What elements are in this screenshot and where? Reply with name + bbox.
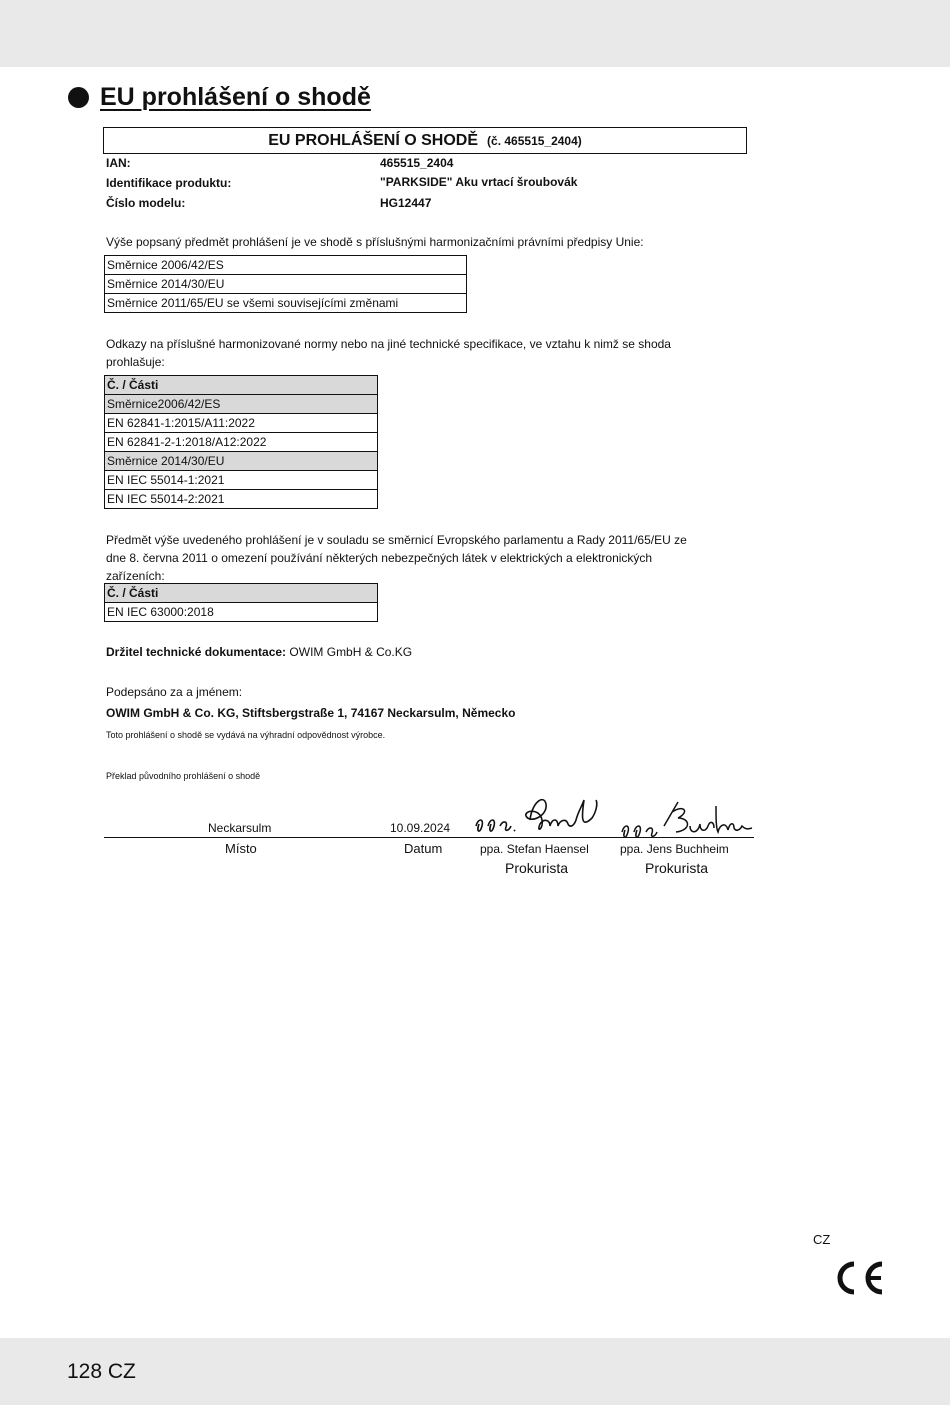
table-row [105, 256, 467, 275]
directives-table [104, 255, 467, 313]
signature-buchheim-image [618, 798, 756, 848]
table-row [105, 395, 378, 414]
directive-cell: Směrnice 2006/42/ES [105, 256, 467, 275]
table-header-cell: Č. / Části [105, 584, 378, 603]
signature-date: 10.09.2024 [390, 821, 451, 835]
standard-cell: EN IEC 55014-2:2021 [105, 490, 378, 509]
table-row [105, 275, 467, 294]
field-value-product: "PARKSIDE" Aku vrtací šroubovák [380, 175, 578, 189]
signed-for: Podepsáno za a jménem: [106, 685, 243, 699]
directive-cell: Směrnice 2011/65/EU se všemi souvisejícími změnami [105, 294, 467, 313]
declaration-number: (č. 465515_2404) [487, 133, 582, 148]
page-number: 128 CZ [67, 1360, 136, 1383]
signer2-title: Prokurista [645, 860, 709, 876]
signature-line [104, 837, 754, 838]
declaration-title-box [103, 127, 747, 154]
directives-intro: Výše popsaný předmět prohlášení je ve shodě s příslušnými harmonizačními právními předpisy Unie: [106, 235, 644, 249]
table-row [105, 490, 378, 509]
rohs-line1: Předmět výše uvedeného prohlášení je v souladu se směrnicí Evropského parlamentu a Rady 2011/65/EU ze [106, 533, 687, 547]
field-value-ian: 465515_2404 [380, 156, 454, 170]
date-label: Datum [404, 841, 443, 856]
field-label-ian: IAN: [106, 156, 131, 170]
table-header-cell: Č. / Části [105, 376, 378, 395]
bottom-band [0, 1338, 950, 1405]
standard-cell: EN 62841-1:2015/A11:2022 [105, 414, 378, 433]
declaration-title: EU PROHLÁŠENÍ O SHODĚ [268, 131, 479, 149]
ce-mark-icon [832, 1258, 886, 1298]
standard-cell: Směrnice2006/42/ES [105, 395, 378, 414]
table-row [105, 452, 378, 471]
signer1-title: Prokurista [505, 860, 569, 876]
directive-cell: Směrnice 2014/30/EU [105, 275, 467, 294]
table-row [105, 471, 378, 490]
standards-intro-line2: prohlašuje: [106, 355, 165, 369]
table-header-row [105, 376, 378, 395]
rohs-line2: dne 8. června 2011 o omezení používání některých nebezpečných látek v elektrických a elektronických [106, 551, 653, 565]
field-label-product: Identifikace produktu: [106, 176, 232, 190]
section-heading [68, 83, 371, 112]
tech-doc-holder [106, 645, 412, 660]
bullet-icon [68, 87, 89, 108]
table-header-row [105, 584, 378, 603]
company-address: OWIM GmbH & Co. KG, Stiftsbergstraße 1, 74167 Neckarsulm, Německo [106, 706, 516, 720]
field-label-model: Číslo modelu: [106, 196, 186, 210]
table-row [105, 414, 378, 433]
rohs-table [104, 583, 378, 622]
section-title: EU prohlášení o shodě [100, 83, 371, 111]
standards-intro-line1: Odkazy na příslušné harmonizované normy nebo na jiné technické specifikace, ve vztahu k nimž se shoda [106, 337, 671, 351]
standards-table [104, 375, 378, 509]
place-label: Místo [225, 841, 257, 856]
standard-cell: Směrnice 2014/30/EU [105, 452, 378, 471]
signer1-name: ppa. Stefan Haensel [480, 842, 589, 856]
rohs-line3: zařízeních: [106, 569, 165, 583]
signature-place: Neckarsulm [208, 821, 272, 835]
tech-doc-value: OWIM GmbH & Co.KG [289, 645, 413, 659]
responsibility-note: Toto prohlášení o shodě se vydává na výhradní odpovědnost výrobce. [106, 730, 386, 740]
table-row [105, 294, 467, 313]
standard-cell: EN 62841-2-1:2018/A12:2022 [105, 433, 378, 452]
standard-cell: EN IEC 63000:2018 [105, 603, 378, 622]
table-row [105, 603, 378, 622]
field-value-model: HG12447 [380, 196, 432, 210]
standard-cell: EN IEC 55014-1:2021 [105, 471, 378, 490]
signature-haensel-image [470, 790, 610, 848]
country-code: CZ [813, 1232, 831, 1247]
top-band [0, 0, 950, 67]
table-row [105, 433, 378, 452]
translation-note: Překlad původního prohlášení o shodě [106, 771, 261, 781]
signer2-name: ppa. Jens Buchheim [620, 842, 729, 856]
tech-doc-label: Držitel technické dokumentace: [106, 645, 287, 659]
